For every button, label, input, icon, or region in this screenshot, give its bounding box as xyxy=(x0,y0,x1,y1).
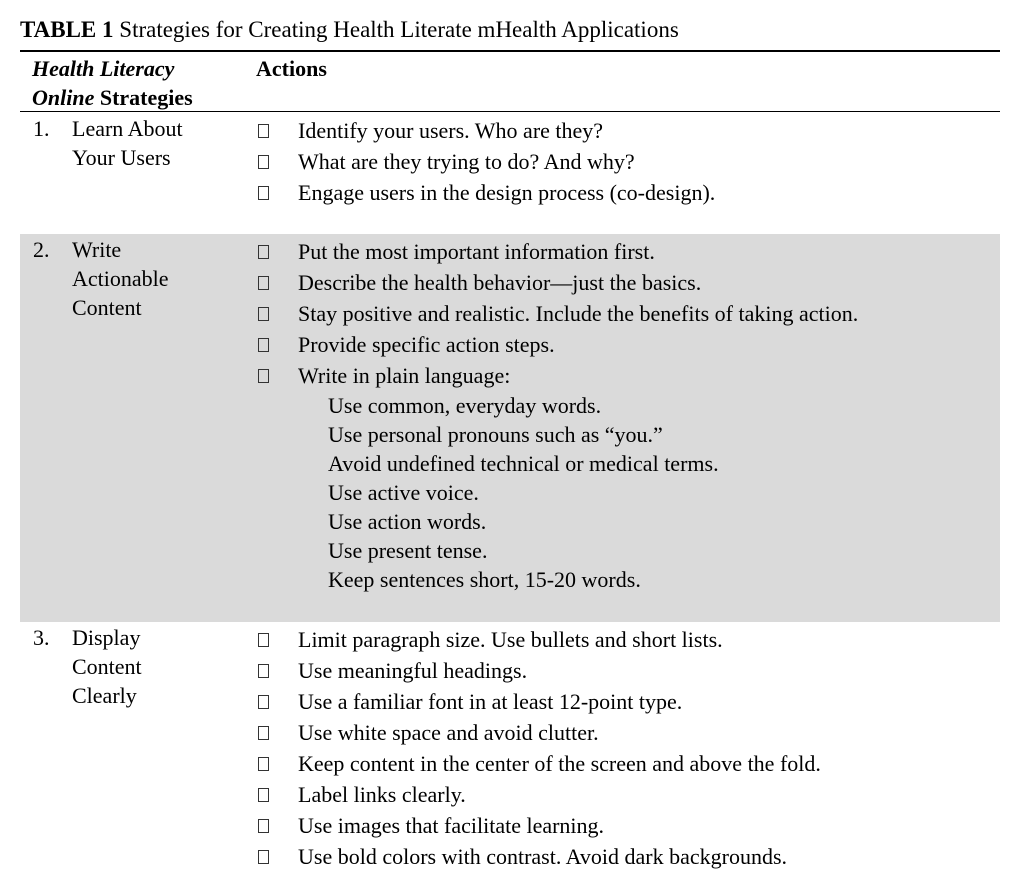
action-item xyxy=(256,686,996,717)
checkbox-icon xyxy=(258,695,269,709)
action-text: Engage users in the design process (co-design). xyxy=(298,180,716,205)
strategy-cell xyxy=(72,114,242,172)
strategy-line: Write xyxy=(72,237,122,262)
table-top-rule xyxy=(20,50,1000,52)
checkbox-icon xyxy=(258,726,269,740)
checkbox-icon xyxy=(258,369,269,383)
action-item xyxy=(256,717,996,748)
sub-item: Use action words. xyxy=(328,509,487,534)
checkbox-icon xyxy=(258,307,269,321)
action-text: Use bold colors with contrast. Avoid dark backgrounds. xyxy=(298,844,788,869)
row-number: 3. xyxy=(33,625,50,650)
action-text: Provide specific action steps. xyxy=(298,332,555,357)
action-text: Stay positive and realistic. Include the benefits of taking action. xyxy=(298,301,859,326)
action-item xyxy=(256,177,996,208)
strategy-line: Learn About xyxy=(72,116,183,141)
action-text: Identify your users. Who are they? xyxy=(298,118,604,143)
action-text: Use a familiar font in at least 12-point type. xyxy=(298,689,683,714)
header-actions: Actions xyxy=(256,56,327,81)
action-text: Describe the health behavior—just the basics. xyxy=(298,270,702,295)
action-text: Label links clearly. xyxy=(298,782,466,807)
header-strategies xyxy=(32,54,242,112)
checkbox-icon xyxy=(258,155,269,169)
strategy-cell xyxy=(72,623,242,710)
checkbox-icon xyxy=(258,186,269,200)
action-text: Keep content in the center of the screen and above the fold. xyxy=(298,751,821,776)
action-item xyxy=(256,624,996,655)
header-strategies-online: Online xyxy=(32,85,95,110)
action-item xyxy=(256,236,996,267)
table-caption-label: TABLE 1 xyxy=(20,17,114,42)
strategy-line: Display xyxy=(72,625,141,650)
strategy-line: Clearly xyxy=(72,683,137,708)
strategy-line: Content xyxy=(72,295,142,320)
action-item xyxy=(256,360,996,594)
sub-item: Use present tense. xyxy=(328,538,488,563)
checkbox-icon xyxy=(258,245,269,259)
sub-item: Use active voice. xyxy=(328,480,479,505)
action-item xyxy=(256,779,996,810)
action-item xyxy=(256,841,996,872)
actions-list xyxy=(256,115,996,208)
checkbox-icon xyxy=(258,124,269,138)
strategy-line: Content xyxy=(72,654,142,679)
table-caption-text: Strategies for Creating Health Literate mHealth Applications xyxy=(119,17,679,42)
checkbox-icon xyxy=(258,788,269,802)
row-number: 2. xyxy=(33,237,50,262)
checkbox-icon xyxy=(258,633,269,647)
strategy-cell xyxy=(72,235,242,322)
action-text: Write in plain language: xyxy=(298,363,511,388)
action-text: Use images that facilitate learning. xyxy=(298,813,605,838)
table-header-rule xyxy=(20,111,1000,112)
action-item xyxy=(256,329,996,360)
row-number: 1. xyxy=(33,116,50,141)
strategy-line: Your Users xyxy=(72,145,171,170)
checkbox-icon xyxy=(258,664,269,678)
action-item xyxy=(256,655,996,686)
header-strategies-rest: Strategies xyxy=(94,85,193,110)
action-item xyxy=(256,298,996,329)
strategy-line: Actionable xyxy=(72,266,169,291)
action-item xyxy=(256,810,996,841)
checkbox-icon xyxy=(258,338,269,352)
table-caption xyxy=(20,16,679,44)
action-text: Use white space and avoid clutter. xyxy=(298,720,599,745)
action-text: Put the most important information first. xyxy=(298,239,655,264)
sub-item: Use common, everyday words. xyxy=(328,393,602,418)
action-text: What are they trying to do? And why? xyxy=(298,149,635,174)
action-item xyxy=(256,267,996,298)
checkbox-icon xyxy=(258,757,269,771)
sub-item: Use personal pronouns such as “you.” xyxy=(328,422,663,447)
actions-list xyxy=(256,624,996,872)
table-row xyxy=(20,113,1000,234)
action-item xyxy=(256,115,996,146)
checkbox-icon xyxy=(258,850,269,864)
checkbox-icon xyxy=(258,819,269,833)
table-row xyxy=(20,622,1000,881)
sub-item: Keep sentences short, 15-20 words. xyxy=(328,567,641,592)
action-item xyxy=(256,748,996,779)
checkbox-icon xyxy=(258,276,269,290)
table-row xyxy=(20,234,1000,622)
actions-list xyxy=(256,236,996,594)
plain-language-sublist xyxy=(298,391,996,594)
action-text: Use meaningful headings. xyxy=(298,658,528,683)
header-strategies-line1: Health Literacy xyxy=(32,56,175,81)
action-item xyxy=(256,146,996,177)
action-text: Limit paragraph size. Use bullets and short lists. xyxy=(298,627,723,652)
sub-item: Avoid undefined technical or medical terms. xyxy=(328,451,719,476)
